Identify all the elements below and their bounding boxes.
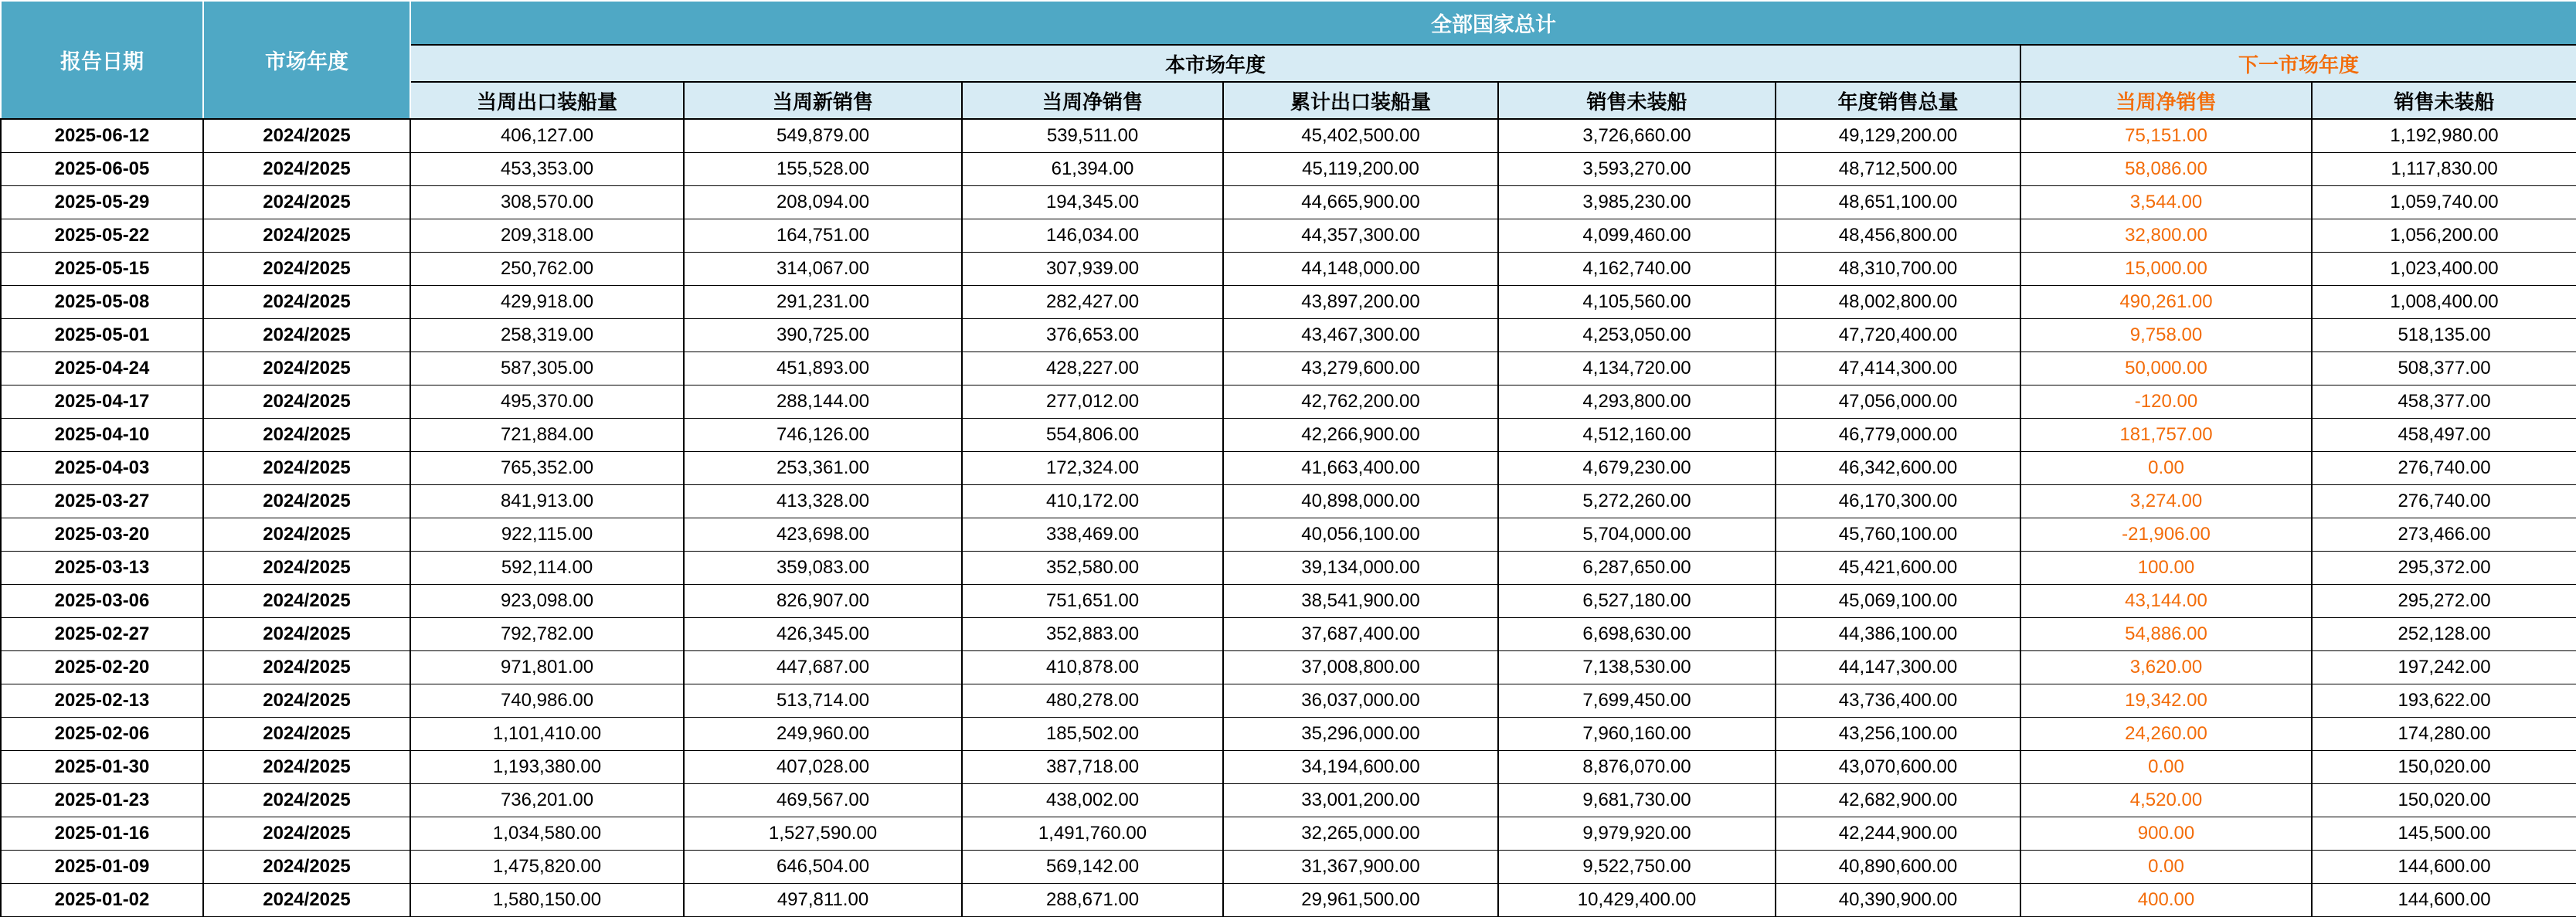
- weekly-gross-sales-cell[interactable]: 208,094.00: [684, 185, 962, 219]
- next-my-weekly-net-sales-cell[interactable]: 100.00: [2020, 551, 2312, 584]
- report-date-cell[interactable]: 2025-02-20: [1, 650, 203, 684]
- weekly-exports-cell[interactable]: 495,370.00: [410, 385, 684, 418]
- report-date-cell[interactable]: 2025-03-06: [1, 584, 203, 617]
- accumulated-exports-cell[interactable]: 42,266,900.00: [1223, 418, 1498, 451]
- market-year-cell[interactable]: 2024/2025: [203, 883, 410, 916]
- market-year-cell[interactable]: 2024/2025: [203, 817, 410, 850]
- header-accumulated-exports[interactable]: 累计出口装船量: [1223, 82, 1498, 119]
- weekly-gross-sales-cell[interactable]: 407,028.00: [684, 750, 962, 783]
- accumulated-exports-cell[interactable]: 37,008,800.00: [1223, 650, 1498, 684]
- weekly-net-sales-cell[interactable]: 428,227.00: [962, 352, 1223, 385]
- accumulated-exports-cell[interactable]: 40,898,000.00: [1223, 484, 1498, 518]
- next-my-weekly-net-sales-cell[interactable]: -120.00: [2020, 385, 2312, 418]
- table-row: [1, 484, 2576, 518]
- outstanding-sales-cell[interactable]: 7,699,450.00: [1498, 684, 1776, 717]
- report-date-cell[interactable]: 2025-05-22: [1, 219, 203, 252]
- report-date-cell[interactable]: 2025-04-24: [1, 352, 203, 385]
- weekly-exports-cell[interactable]: 1,193,380.00: [410, 750, 684, 783]
- total-commitments-cell[interactable]: 46,170,300.00: [1776, 484, 2020, 518]
- report-date-cell[interactable]: 2025-02-27: [1, 617, 203, 650]
- market-year-cell[interactable]: 2024/2025: [203, 484, 410, 518]
- next-my-weekly-net-sales-cell[interactable]: 43,144.00: [2020, 584, 2312, 617]
- next-my-weekly-net-sales-cell[interactable]: 75,151.00: [2020, 119, 2312, 152]
- header-weekly-gross-sales[interactable]: 当周新销售: [684, 82, 962, 119]
- header-outstanding-sales[interactable]: 销售未装船: [1498, 82, 1776, 119]
- next-my-outstanding-sales-cell[interactable]: 193,622.00: [2312, 684, 2576, 717]
- next-my-weekly-net-sales-cell[interactable]: 15,000.00: [2020, 252, 2312, 285]
- report-date-cell[interactable]: 2025-05-08: [1, 285, 203, 318]
- market-year-cell[interactable]: 2024/2025: [203, 850, 410, 883]
- accumulated-exports-cell[interactable]: 44,665,900.00: [1223, 185, 1498, 219]
- report-date-cell[interactable]: 2025-01-16: [1, 817, 203, 850]
- table-row: [1, 185, 2576, 219]
- next-my-weekly-net-sales-cell[interactable]: 181,757.00: [2020, 418, 2312, 451]
- weekly-net-sales-cell[interactable]: 277,012.00: [962, 385, 1223, 418]
- market-year-cell[interactable]: 2024/2025: [203, 385, 410, 418]
- next-my-weekly-net-sales-cell[interactable]: 32,800.00: [2020, 219, 2312, 252]
- outstanding-sales-cell[interactable]: 10,429,400.00: [1498, 883, 1776, 916]
- outstanding-sales-cell[interactable]: 6,698,630.00: [1498, 617, 1776, 650]
- next-my-weekly-net-sales-cell[interactable]: 50,000.00: [2020, 352, 2312, 385]
- market-year-cell[interactable]: 2024/2025: [203, 318, 410, 352]
- market-year-cell[interactable]: 2024/2025: [203, 717, 410, 750]
- next-my-outstanding-sales-cell[interactable]: 458,497.00: [2312, 418, 2576, 451]
- weekly-net-sales-cell[interactable]: 387,718.00: [962, 750, 1223, 783]
- accumulated-exports-cell[interactable]: 42,762,200.00: [1223, 385, 1498, 418]
- weekly-net-sales-cell[interactable]: 751,651.00: [962, 584, 1223, 617]
- total-commitments-cell[interactable]: 48,651,100.00: [1776, 185, 2020, 219]
- market-year-cell[interactable]: 2024/2025: [203, 584, 410, 617]
- outstanding-sales-cell[interactable]: 4,293,800.00: [1498, 385, 1776, 418]
- table-row: [1, 584, 2576, 617]
- weekly-exports-cell[interactable]: 792,782.00: [410, 617, 684, 650]
- weekly-exports-cell[interactable]: 250,762.00: [410, 252, 684, 285]
- table-row: [1, 252, 2576, 285]
- weekly-exports-cell[interactable]: 258,319.00: [410, 318, 684, 352]
- next-my-outstanding-sales-cell[interactable]: 1,023,400.00: [2312, 252, 2576, 285]
- table-row: [1, 318, 2576, 352]
- weekly-exports-cell[interactable]: 429,918.00: [410, 285, 684, 318]
- report-date-cell[interactable]: 2025-04-10: [1, 418, 203, 451]
- outstanding-sales-cell[interactable]: 4,253,050.00: [1498, 318, 1776, 352]
- next-my-outstanding-sales-cell[interactable]: 276,740.00: [2312, 484, 2576, 518]
- next-my-outstanding-sales-cell[interactable]: 295,272.00: [2312, 584, 2576, 617]
- market-year-cell[interactable]: 2024/2025: [203, 152, 410, 185]
- market-year-cell[interactable]: 2024/2025: [203, 684, 410, 717]
- weekly-exports-cell[interactable]: 922,115.00: [410, 518, 684, 551]
- weekly-exports-cell[interactable]: 592,114.00: [410, 551, 684, 584]
- accumulated-exports-cell[interactable]: 36,037,000.00: [1223, 684, 1498, 717]
- total-commitments-cell[interactable]: 48,002,800.00: [1776, 285, 2020, 318]
- weekly-exports-cell[interactable]: 1,034,580.00: [410, 817, 684, 850]
- outstanding-sales-cell[interactable]: 3,726,660.00: [1498, 119, 1776, 152]
- next-my-weekly-net-sales-cell[interactable]: 0.00: [2020, 850, 2312, 883]
- weekly-net-sales-cell[interactable]: 1,491,760.00: [962, 817, 1223, 850]
- next-my-outstanding-sales-cell[interactable]: 174,280.00: [2312, 717, 2576, 750]
- header-next-outstanding-sales[interactable]: 销售未装船: [2312, 82, 2576, 119]
- weekly-exports-cell[interactable]: 923,098.00: [410, 584, 684, 617]
- weekly-exports-cell[interactable]: 1,101,410.00: [410, 717, 684, 750]
- next-my-outstanding-sales-cell[interactable]: 150,020.00: [2312, 750, 2576, 783]
- weekly-net-sales-cell[interactable]: 172,324.00: [962, 451, 1223, 484]
- accumulated-exports-cell[interactable]: 29,961,500.00: [1223, 883, 1498, 916]
- next-my-outstanding-sales-cell[interactable]: 1,008,400.00: [2312, 285, 2576, 318]
- weekly-net-sales-cell[interactable]: 480,278.00: [962, 684, 1223, 717]
- weekly-exports-cell[interactable]: 841,913.00: [410, 484, 684, 518]
- weekly-exports-cell[interactable]: 1,580,150.00: [410, 883, 684, 916]
- market-year-cell[interactable]: 2024/2025: [203, 451, 410, 484]
- table-body: [1, 119, 2576, 916]
- market-year-cell[interactable]: 2024/2025: [203, 650, 410, 684]
- market-year-cell[interactable]: 2024/2025: [203, 418, 410, 451]
- weekly-exports-cell[interactable]: 765,352.00: [410, 451, 684, 484]
- report-date-cell[interactable]: 2025-06-12: [1, 119, 203, 152]
- outstanding-sales-cell[interactable]: 4,162,740.00: [1498, 252, 1776, 285]
- weekly-exports-cell[interactable]: 308,570.00: [410, 185, 684, 219]
- accumulated-exports-cell[interactable]: 37,687,400.00: [1223, 617, 1498, 650]
- table-row: [1, 617, 2576, 650]
- total-commitments-cell[interactable]: 45,760,100.00: [1776, 518, 2020, 551]
- outstanding-sales-cell[interactable]: 3,985,230.00: [1498, 185, 1776, 219]
- weekly-net-sales-cell[interactable]: 569,142.00: [962, 850, 1223, 883]
- outstanding-sales-cell[interactable]: 8,876,070.00: [1498, 750, 1776, 783]
- accumulated-exports-cell[interactable]: 44,148,000.00: [1223, 252, 1498, 285]
- weekly-exports-cell[interactable]: 971,801.00: [410, 650, 684, 684]
- total-commitments-cell[interactable]: 42,244,900.00: [1776, 817, 2020, 850]
- header-market-year[interactable]: 市场年度: [203, 1, 410, 119]
- weekly-net-sales-cell[interactable]: 410,878.00: [962, 650, 1223, 684]
- total-commitments-cell[interactable]: 45,069,100.00: [1776, 584, 2020, 617]
- total-commitments-cell[interactable]: 48,712,500.00: [1776, 152, 2020, 185]
- outstanding-sales-cell[interactable]: 4,099,460.00: [1498, 219, 1776, 252]
- market-year-cell[interactable]: 2024/2025: [203, 750, 410, 783]
- market-year-cell[interactable]: 2024/2025: [203, 352, 410, 385]
- weekly-gross-sales-cell[interactable]: 253,361.00: [684, 451, 962, 484]
- report-date-cell[interactable]: 2025-02-13: [1, 684, 203, 717]
- weekly-net-sales-cell[interactable]: 338,469.00: [962, 518, 1223, 551]
- outstanding-sales-cell[interactable]: 4,679,230.00: [1498, 451, 1776, 484]
- weekly-gross-sales-cell[interactable]: 359,083.00: [684, 551, 962, 584]
- outstanding-sales-cell[interactable]: 6,287,650.00: [1498, 551, 1776, 584]
- weekly-net-sales-cell[interactable]: 307,939.00: [962, 252, 1223, 285]
- accumulated-exports-cell[interactable]: 44,357,300.00: [1223, 219, 1498, 252]
- table-row: [1, 219, 2576, 252]
- weekly-gross-sales-cell[interactable]: 288,144.00: [684, 385, 962, 418]
- accumulated-exports-cell[interactable]: 32,265,000.00: [1223, 817, 1498, 850]
- outstanding-sales-cell[interactable]: 7,960,160.00: [1498, 717, 1776, 750]
- outstanding-sales-cell[interactable]: 5,272,260.00: [1498, 484, 1776, 518]
- report-date-cell[interactable]: 2025-03-27: [1, 484, 203, 518]
- accumulated-exports-cell[interactable]: 31,367,900.00: [1223, 850, 1498, 883]
- weekly-net-sales-cell[interactable]: 376,653.00: [962, 318, 1223, 352]
- weekly-gross-sales-cell[interactable]: 451,893.00: [684, 352, 962, 385]
- header-weekly-net-sales[interactable]: 当周净销售: [962, 82, 1223, 119]
- total-commitments-cell[interactable]: 48,456,800.00: [1776, 219, 2020, 252]
- next-my-weekly-net-sales-cell[interactable]: 4,520.00: [2020, 783, 2312, 817]
- outstanding-sales-cell[interactable]: 9,522,750.00: [1498, 850, 1776, 883]
- next-my-outstanding-sales-cell[interactable]: 295,372.00: [2312, 551, 2576, 584]
- total-commitments-cell[interactable]: 47,414,300.00: [1776, 352, 2020, 385]
- weekly-net-sales-cell[interactable]: 352,883.00: [962, 617, 1223, 650]
- table-row: [1, 119, 2576, 152]
- table-row: [1, 451, 2576, 484]
- total-commitments-cell[interactable]: 40,390,900.00: [1776, 883, 2020, 916]
- report-date-cell[interactable]: 2025-05-01: [1, 318, 203, 352]
- accumulated-exports-cell[interactable]: 40,056,100.00: [1223, 518, 1498, 551]
- weekly-gross-sales-cell[interactable]: 497,811.00: [684, 883, 962, 916]
- report-date-cell[interactable]: 2025-06-05: [1, 152, 203, 185]
- next-my-outstanding-sales-cell[interactable]: 144,600.00: [2312, 883, 2576, 916]
- report-date-cell[interactable]: 2025-05-29: [1, 185, 203, 219]
- table-row: [1, 883, 2576, 916]
- accumulated-exports-cell[interactable]: 33,001,200.00: [1223, 783, 1498, 817]
- header-total-commitments[interactable]: 年度销售总量: [1776, 82, 2020, 119]
- next-my-outstanding-sales-cell[interactable]: 1,059,740.00: [2312, 185, 2576, 219]
- weekly-gross-sales-cell[interactable]: 390,725.00: [684, 318, 962, 352]
- weekly-net-sales-cell[interactable]: 185,502.00: [962, 717, 1223, 750]
- next-my-weekly-net-sales-cell[interactable]: 400.00: [2020, 883, 2312, 916]
- table-header: [1, 1, 2576, 119]
- total-commitments-cell[interactable]: 43,256,100.00: [1776, 717, 2020, 750]
- header-current-market-year[interactable]: 本市场年度: [410, 45, 2020, 82]
- report-date-cell[interactable]: 2025-05-15: [1, 252, 203, 285]
- total-commitments-cell[interactable]: 47,720,400.00: [1776, 318, 2020, 352]
- weekly-gross-sales-cell[interactable]: 549,879.00: [684, 119, 962, 152]
- weekly-gross-sales-cell[interactable]: 249,960.00: [684, 717, 962, 750]
- next-my-outstanding-sales-cell[interactable]: 273,466.00: [2312, 518, 2576, 551]
- header-report-date[interactable]: 报告日期: [1, 1, 203, 119]
- weekly-exports-cell[interactable]: 736,201.00: [410, 783, 684, 817]
- outstanding-sales-cell[interactable]: 3,593,270.00: [1498, 152, 1776, 185]
- weekly-gross-sales-cell[interactable]: 314,067.00: [684, 252, 962, 285]
- header-next-market-year[interactable]: 下一市场年度: [2020, 45, 2576, 82]
- weekly-net-sales-cell[interactable]: 146,034.00: [962, 219, 1223, 252]
- next-my-outstanding-sales-cell[interactable]: 1,056,200.00: [2312, 219, 2576, 252]
- weekly-gross-sales-cell[interactable]: 155,528.00: [684, 152, 962, 185]
- weekly-exports-cell[interactable]: 721,884.00: [410, 418, 684, 451]
- total-commitments-cell[interactable]: 40,890,600.00: [1776, 850, 2020, 883]
- accumulated-exports-cell[interactable]: 45,402,500.00: [1223, 119, 1498, 152]
- next-my-weekly-net-sales-cell[interactable]: 54,886.00: [2020, 617, 2312, 650]
- next-my-outstanding-sales-cell[interactable]: 197,242.00: [2312, 650, 2576, 684]
- table-row: [1, 285, 2576, 318]
- table-row: [1, 750, 2576, 783]
- header-grand-total[interactable]: 全部国家总计: [410, 1, 2576, 45]
- table-row: [1, 783, 2576, 817]
- total-commitments-cell[interactable]: 44,147,300.00: [1776, 650, 2020, 684]
- accumulated-exports-cell[interactable]: 34,194,600.00: [1223, 750, 1498, 783]
- weekly-net-sales-cell[interactable]: 61,394.00: [962, 152, 1223, 185]
- market-year-cell[interactable]: 2024/2025: [203, 185, 410, 219]
- weekly-gross-sales-cell[interactable]: 513,714.00: [684, 684, 962, 717]
- report-date-cell[interactable]: 2025-01-02: [1, 883, 203, 916]
- outstanding-sales-cell[interactable]: 6,527,180.00: [1498, 584, 1776, 617]
- header-weekly-exports[interactable]: 当周出口装船量: [410, 82, 684, 119]
- table-row: [1, 518, 2576, 551]
- next-my-weekly-net-sales-cell[interactable]: 58,086.00: [2020, 152, 2312, 185]
- next-my-weekly-net-sales-cell[interactable]: -21,906.00: [2020, 518, 2312, 551]
- total-commitments-cell[interactable]: 48,310,700.00: [1776, 252, 2020, 285]
- table-row: [1, 717, 2576, 750]
- table-row: [1, 817, 2576, 850]
- next-my-weekly-net-sales-cell[interactable]: 490,261.00: [2020, 285, 2312, 318]
- report-date-cell[interactable]: 2025-01-23: [1, 783, 203, 817]
- market-year-cell[interactable]: 2024/2025: [203, 617, 410, 650]
- weekly-net-sales-cell[interactable]: 352,580.00: [962, 551, 1223, 584]
- report-date-cell[interactable]: 2025-01-09: [1, 850, 203, 883]
- table-row: [1, 551, 2576, 584]
- next-my-weekly-net-sales-cell[interactable]: 0.00: [2020, 451, 2312, 484]
- outstanding-sales-cell[interactable]: 5,704,000.00: [1498, 518, 1776, 551]
- weekly-exports-cell[interactable]: 209,318.00: [410, 219, 684, 252]
- accumulated-exports-cell[interactable]: 39,134,000.00: [1223, 551, 1498, 584]
- next-my-weekly-net-sales-cell[interactable]: 0.00: [2020, 750, 2312, 783]
- next-my-outstanding-sales-cell[interactable]: 276,740.00: [2312, 451, 2576, 484]
- total-commitments-cell[interactable]: 45,421,600.00: [1776, 551, 2020, 584]
- outstanding-sales-cell[interactable]: 9,681,730.00: [1498, 783, 1776, 817]
- total-commitments-cell[interactable]: 42,682,900.00: [1776, 783, 2020, 817]
- next-my-outstanding-sales-cell[interactable]: 1,192,980.00: [2312, 119, 2576, 152]
- market-year-cell[interactable]: 2024/2025: [203, 518, 410, 551]
- total-commitments-cell[interactable]: 43,736,400.00: [1776, 684, 2020, 717]
- weekly-gross-sales-cell[interactable]: 447,687.00: [684, 650, 962, 684]
- next-my-weekly-net-sales-cell[interactable]: 3,620.00: [2020, 650, 2312, 684]
- table-row: [1, 352, 2576, 385]
- outstanding-sales-cell[interactable]: 7,138,530.00: [1498, 650, 1776, 684]
- weekly-gross-sales-cell[interactable]: 826,907.00: [684, 584, 962, 617]
- outstanding-sales-cell[interactable]: 9,979,920.00: [1498, 817, 1776, 850]
- report-date-cell[interactable]: 2025-04-03: [1, 451, 203, 484]
- weekly-gross-sales-cell[interactable]: 291,231.00: [684, 285, 962, 318]
- next-my-weekly-net-sales-cell[interactable]: 24,260.00: [2020, 717, 2312, 750]
- report-date-cell[interactable]: 2025-03-20: [1, 518, 203, 551]
- table-row: [1, 650, 2576, 684]
- accumulated-exports-cell[interactable]: 35,296,000.00: [1223, 717, 1498, 750]
- weekly-exports-cell[interactable]: 587,305.00: [410, 352, 684, 385]
- weekly-exports-cell[interactable]: 1,475,820.00: [410, 850, 684, 883]
- weekly-exports-cell[interactable]: 453,353.00: [410, 152, 684, 185]
- outstanding-sales-cell[interactable]: 4,105,560.00: [1498, 285, 1776, 318]
- table-row: [1, 850, 2576, 883]
- total-commitments-cell[interactable]: 46,342,600.00: [1776, 451, 2020, 484]
- weekly-net-sales-cell[interactable]: 438,002.00: [962, 783, 1223, 817]
- market-year-cell[interactable]: 2024/2025: [203, 252, 410, 285]
- table-row: [1, 385, 2576, 418]
- outstanding-sales-cell[interactable]: 4,512,160.00: [1498, 418, 1776, 451]
- next-my-outstanding-sales-cell[interactable]: 145,500.00: [2312, 817, 2576, 850]
- report-date-cell[interactable]: 2025-01-30: [1, 750, 203, 783]
- market-year-cell[interactable]: 2024/2025: [203, 219, 410, 252]
- weekly-net-sales-cell[interactable]: 410,172.00: [962, 484, 1223, 518]
- accumulated-exports-cell[interactable]: 43,279,600.00: [1223, 352, 1498, 385]
- weekly-gross-sales-cell[interactable]: 164,751.00: [684, 219, 962, 252]
- header-next-weekly-net-sales[interactable]: 当周净销售: [2020, 82, 2312, 119]
- accumulated-exports-cell[interactable]: 43,897,200.00: [1223, 285, 1498, 318]
- accumulated-exports-cell[interactable]: 41,663,400.00: [1223, 451, 1498, 484]
- next-my-weekly-net-sales-cell[interactable]: 19,342.00: [2020, 684, 2312, 717]
- market-year-cell[interactable]: 2024/2025: [203, 119, 410, 152]
- next-my-outstanding-sales-cell[interactable]: 252,128.00: [2312, 617, 2576, 650]
- weekly-gross-sales-cell[interactable]: 646,504.00: [684, 850, 962, 883]
- weekly-net-sales-cell[interactable]: 282,427.00: [962, 285, 1223, 318]
- market-year-cell[interactable]: 2024/2025: [203, 551, 410, 584]
- outstanding-sales-cell[interactable]: 4,134,720.00: [1498, 352, 1776, 385]
- weekly-gross-sales-cell[interactable]: 426,345.00: [684, 617, 962, 650]
- market-year-cell[interactable]: 2024/2025: [203, 783, 410, 817]
- next-my-outstanding-sales-cell[interactable]: 150,020.00: [2312, 783, 2576, 817]
- weekly-net-sales-cell[interactable]: 288,671.00: [962, 883, 1223, 916]
- total-commitments-cell[interactable]: 43,070,600.00: [1776, 750, 2020, 783]
- weekly-exports-cell[interactable]: 406,127.00: [410, 119, 684, 152]
- header-row-1: [1, 1, 2576, 45]
- next-my-outstanding-sales-cell[interactable]: 1,117,830.00: [2312, 152, 2576, 185]
- market-year-cell[interactable]: 2024/2025: [203, 285, 410, 318]
- weekly-gross-sales-cell[interactable]: 413,328.00: [684, 484, 962, 518]
- weekly-gross-sales-cell[interactable]: 746,126.00: [684, 418, 962, 451]
- next-my-weekly-net-sales-cell[interactable]: 9,758.00: [2020, 318, 2312, 352]
- report-date-cell[interactable]: 2025-02-06: [1, 717, 203, 750]
- report-date-cell[interactable]: 2025-04-17: [1, 385, 203, 418]
- weekly-net-sales-cell[interactable]: 539,511.00: [962, 119, 1223, 152]
- weekly-net-sales-cell[interactable]: 194,345.00: [962, 185, 1223, 219]
- weekly-gross-sales-cell[interactable]: 1,527,590.00: [684, 817, 962, 850]
- table-row: [1, 684, 2576, 717]
- weekly-gross-sales-cell[interactable]: 423,698.00: [684, 518, 962, 551]
- total-commitments-cell[interactable]: 44,386,100.00: [1776, 617, 2020, 650]
- next-my-outstanding-sales-cell[interactable]: 508,377.00: [2312, 352, 2576, 385]
- weekly-exports-cell[interactable]: 740,986.00: [410, 684, 684, 717]
- total-commitments-cell[interactable]: 46,779,000.00: [1776, 418, 2020, 451]
- accumulated-exports-cell[interactable]: 45,119,200.00: [1223, 152, 1498, 185]
- next-my-weekly-net-sales-cell[interactable]: 3,544.00: [2020, 185, 2312, 219]
- table-row: [1, 152, 2576, 185]
- report-date-cell[interactable]: 2025-03-13: [1, 551, 203, 584]
- next-my-weekly-net-sales-cell[interactable]: 900.00: [2020, 817, 2312, 850]
- accumulated-exports-cell[interactable]: 38,541,900.00: [1223, 584, 1498, 617]
- accumulated-exports-cell[interactable]: 43,467,300.00: [1223, 318, 1498, 352]
- next-my-outstanding-sales-cell[interactable]: 458,377.00: [2312, 385, 2576, 418]
- next-my-weekly-net-sales-cell[interactable]: 3,274.00: [2020, 484, 2312, 518]
- next-my-outstanding-sales-cell[interactable]: 518,135.00: [2312, 318, 2576, 352]
- table-row: [1, 418, 2576, 451]
- total-commitments-cell[interactable]: 49,129,200.00: [1776, 119, 2020, 152]
- next-my-outstanding-sales-cell[interactable]: 144,600.00: [2312, 850, 2576, 883]
- total-commitments-cell[interactable]: 47,056,000.00: [1776, 385, 2020, 418]
- weekly-net-sales-cell[interactable]: 554,806.00: [962, 418, 1223, 451]
- weekly-gross-sales-cell[interactable]: 469,567.00: [684, 783, 962, 817]
